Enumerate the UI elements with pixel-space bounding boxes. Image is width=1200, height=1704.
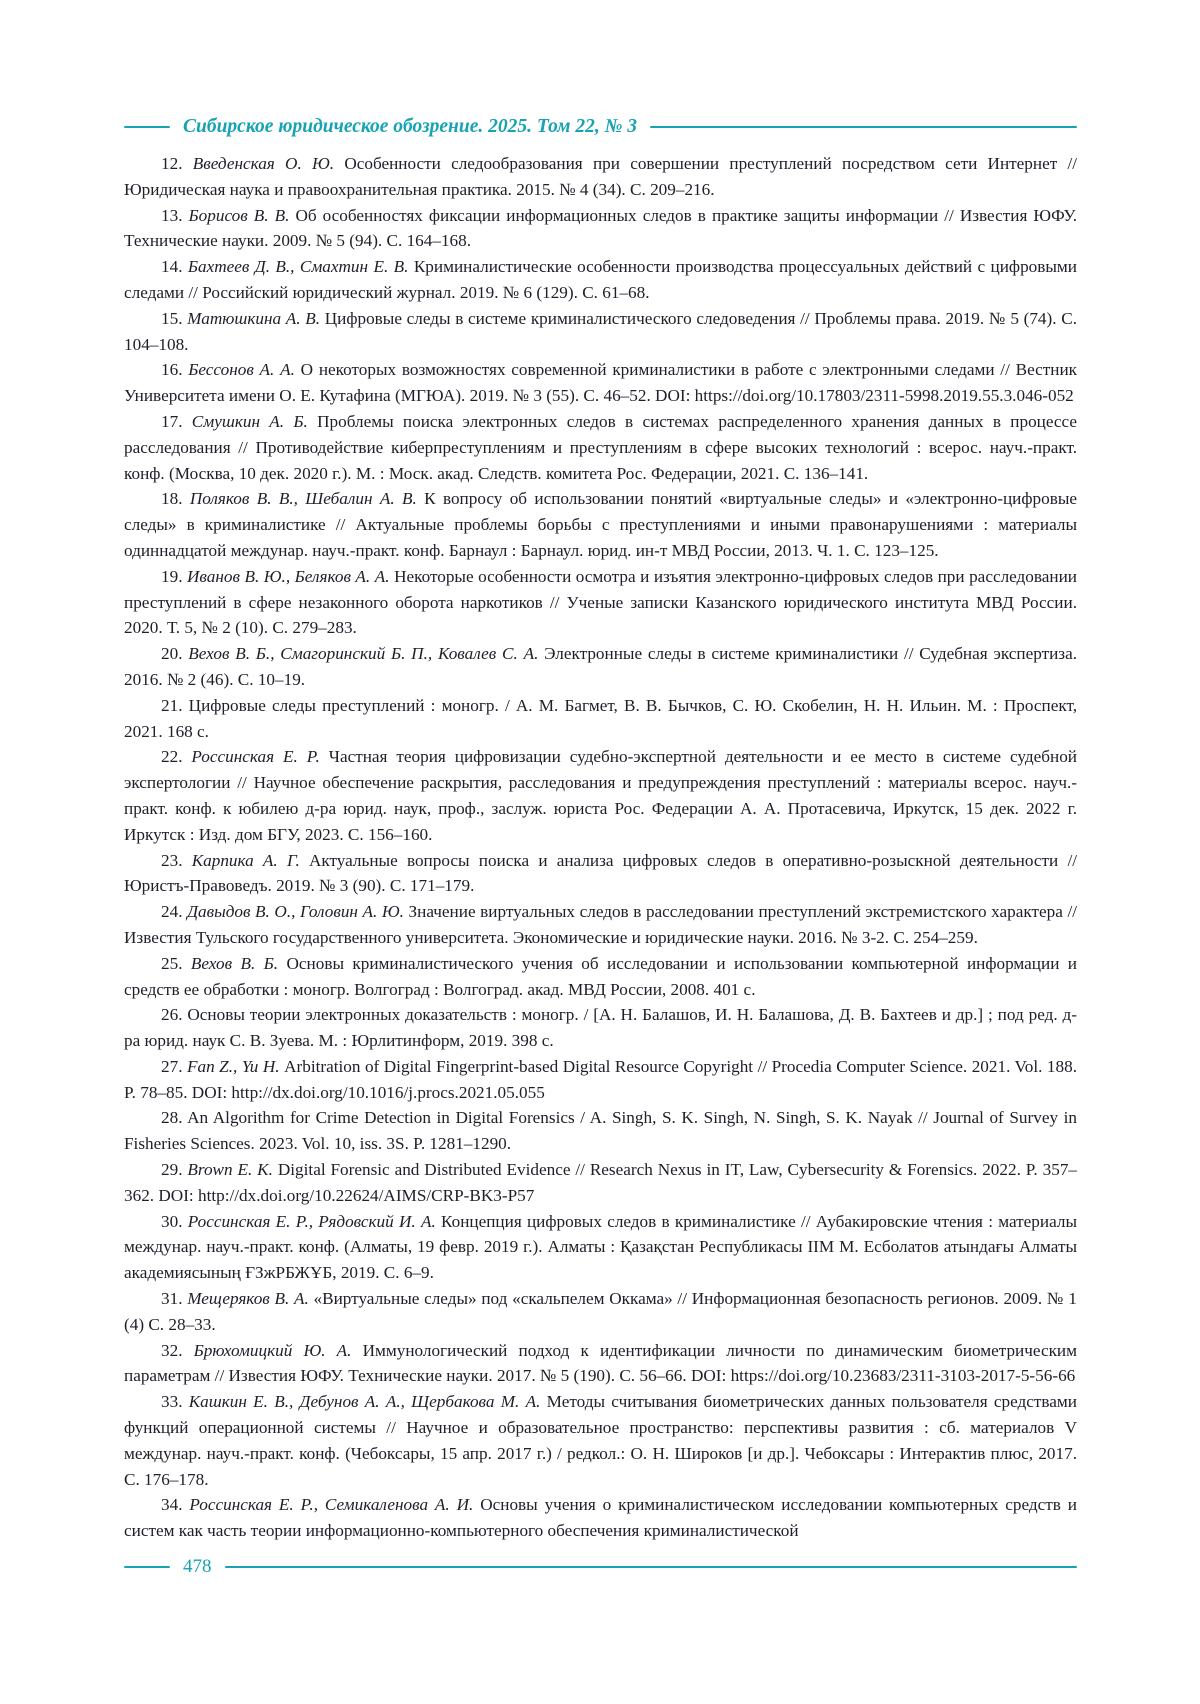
reference-number: 17. [161, 411, 192, 431]
reference-text: Концепция цифровых следов в криминалистике // Аубакировские чтения : материалы междунар. науч.-практ. конф. (Алматы, 19 февр. 2019 г.). Алматы : Қазақстан Республикасы ІІМ М. Есболатов атындағы Алматы академиясының ҒЗжРБЖҰБ, 2019. С. 6–9. [124, 1211, 1077, 1283]
reference-authors: Россинская Е. Р., Семикаленова А. И. [189, 1495, 481, 1515]
reference-item [124, 1209, 1077, 1286]
reference-number: 21. [161, 695, 189, 715]
reference-text: Основы криминалистического учения об исследовании и использовании компьютерной информации и средств ее обработки : моногр. Волгоград : Волгоград. акад. МВД России, 2008. 401 с. [124, 953, 1077, 999]
reference-text: Актуальные вопросы поиска и анализа цифровых следов в оперативно-розыскной деятельности // Юристъ-Правоведъ. 2019. № 3 (90). С. 171–179. [124, 850, 1078, 896]
reference-item [124, 848, 1077, 900]
reference-number: 27. [161, 1056, 187, 1076]
reference-number: 12. [161, 154, 193, 173]
header-rule-left [124, 126, 170, 129]
reference-number: 30. [161, 1211, 188, 1231]
reference-item [124, 564, 1077, 641]
reference-item [124, 641, 1077, 693]
reference-item [124, 1105, 1077, 1157]
page-number: 478 [183, 1556, 212, 1577]
reference-number: 31. [161, 1289, 188, 1309]
reference-authors: Fan Z., Yu H. [186, 1056, 285, 1076]
reference-authors: Матюшкина А. В. [187, 308, 325, 328]
reference-item [124, 254, 1077, 306]
references-list [124, 151, 1077, 1544]
reference-number: 28. [161, 1108, 188, 1128]
reference-text: An Algorithm for Crime Detection in Digital Forensics / A. Singh, S. K. Singh, N. Singh, S. K. Nayak // Journal of Survey in Fisheries Sciences. 2023. Vol. 10, iss. 3S. P. 1281–1290. [124, 1108, 1077, 1154]
reference-number: 22. [161, 747, 192, 767]
reference-item [124, 1054, 1077, 1106]
reference-authors: Вехов В. Б. [190, 953, 287, 973]
running-header [124, 116, 1077, 138]
reference-number: 34. [161, 1495, 190, 1515]
reference-item [124, 486, 1077, 563]
reference-authors: Россинская Е. Р., Рядовский И. А. [187, 1211, 441, 1231]
reference-authors: Борисов В. В. [188, 205, 296, 225]
reference-number: 19. [161, 566, 188, 586]
reference-number: 20. [161, 644, 189, 664]
page-footer [124, 1556, 1077, 1578]
reference-authors: Мещеряков В. А. [187, 1289, 314, 1309]
header-rule-right [650, 126, 1077, 129]
journal-title: Сибирское юридическое обозрение. 2025. Том 22, № 3 [183, 116, 638, 137]
reference-item [124, 203, 1077, 255]
reference-item [124, 1338, 1077, 1390]
reference-text: К вопросу об использовании понятий «виртуальные следы» и «электронно-цифровые следы» в криминалистике // Актуальные проблемы борьбы с преступлениями и иными правонарушениями : материалы одиннадцатой междунар. науч.-практ. конф. Барнаул : Барнаул. юрид. ин-т МВД России, 2013. Ч. 1. С. 123–125. [124, 489, 1077, 560]
reference-text: Digital Forensic and Distributed Evidence // Research Nexus in IT, Law, Cybersecurity & Forensics. 2022. P. 357–362. DOI: http://dx.doi.org/10.22624/AIMS/CRP-BK3-P57 [124, 1160, 1078, 1205]
reference-authors: Россинская Е. Р. [191, 747, 329, 767]
reference-item [124, 744, 1077, 847]
reference-number: 18. [161, 489, 190, 509]
reference-number: 24. [161, 902, 188, 922]
reference-number: 29. [161, 1160, 188, 1180]
reference-text: Особенности следообразования при совершении преступлений посредством сети Интернет // Юридическая наука и правоохранительная практика. 2015. № 4 (34). С. 209–216. [124, 154, 1078, 199]
reference-text: Основы учения о криминалистическом исследовании компьютерных средств и систем как часть теории информационно-компьютерного обеспечения криминалистической [124, 1495, 1077, 1541]
reference-item [124, 1492, 1077, 1544]
reference-text: Криминалистические особенности производства процессуальных действий с цифровыми следами // Российский юридический журнал. 2019. № 6 (129). С. 61–68. [124, 257, 1077, 302]
reference-item [124, 1389, 1077, 1492]
reference-item [124, 151, 1077, 203]
reference-text: Значение виртуальных следов в расследовании преступлений экстремистского характера // Известия Тульского государственного университета. Экономические и юридические науки. 2016. № 3-2. С. 254–259. [124, 902, 1078, 947]
reference-item [124, 693, 1077, 745]
reference-item [124, 1157, 1077, 1209]
reference-text: Цифровые следы в системе криминалистического следоведения // Проблемы права. 2019. № 5 (74). С. 104–108. [124, 308, 1077, 354]
reference-item [124, 306, 1077, 358]
reference-text: «Виртуальные следы» под «скальпелем Оккама» // Информационная безопасность регионов. 2009. № 1 (4) С. 28–33. [124, 1289, 1078, 1334]
reference-authors: Brown E. K. [187, 1160, 278, 1180]
reference-authors: Вехов В. Б., Смагоринский Б. П., Ковалев С. А. [188, 644, 545, 664]
reference-authors: Давыдов В. О., Головин А. Ю. [187, 902, 409, 922]
reference-text: Иммунологический подход к идентификации личности по динамическим биометрическим параметрам // Известия ЮФУ. Технические науки. 2017. № 5 (190). С. 56–66. DOI: https://doi.org/10.23683/2311-3103-2017-5-56-66 [124, 1340, 1077, 1386]
reference-authors: Смушкин А. Б. [191, 411, 318, 431]
reference-number: 26. [161, 1005, 188, 1025]
reference-number: 33. [161, 1392, 189, 1412]
reference-number: 23. [161, 850, 192, 870]
reference-authors: Введенская О. Ю. [192, 154, 345, 173]
reference-text: Основы теории электронных доказательств : моногр. / [А. Н. Балашов, И. Н. Балашова, Д. В. Бахтеев и др.] ; под ред. д-ра юрид. наук С. В. Зуева. М. : Юрлитинформ, 2019. 398 с. [124, 1005, 1078, 1051]
reference-authors: Поляков В. В., Шебалин А. В. [189, 489, 425, 509]
reference-text: О некоторых возможностях современной криминалистики в работе с электронными следами // Вестник Университета имени О. Е. Кутафина (МГЮА). 2019. № 3 (55). С. 46–52. DOI: https://doi.org/10.17803/2311-5998.2019.55.3.046-052 [124, 360, 1078, 406]
reference-authors: Карпика А. Г. [191, 850, 309, 870]
reference-authors: Иванов В. Ю., Беляков А. А. [187, 566, 395, 586]
reference-authors: Бахтеев Д. В., Смахтин Е. В. [187, 257, 414, 277]
reference-text: Электронные следы в системе криминалистики // Судебная экспертиза. 2016. № 2 (46). С. 10–19. [124, 644, 1077, 689]
reference-item [124, 1286, 1077, 1338]
reference-number: 14. [161, 257, 188, 277]
reference-number: 32. [161, 1340, 194, 1360]
reference-number: 25. [161, 953, 191, 973]
reference-text: Arbitration of Digital Fingerprint-based Digital Resource Copyright // Procedia Computer Science. 2021. Vol. 188. P. 78–85. DOI: http://dx.doi.org/10.1016/j.procs.2021.05.055 [124, 1056, 1077, 1102]
reference-text: Методы считывания биометрических данных пользователя средствами функций операционной системы // Научное и образовательное пространство: перспективы развития : сб. материалов V междунар. науч.-практ. конф. (Чебоксары, 15 апр. 2017 г.) / редкол.: О. Н. Широков [и др.]. Чебоксары : Интерактив плюс, 2017. С. 176–178. [124, 1392, 1077, 1489]
reference-authors: Бессонов А. А. [188, 360, 301, 380]
reference-item [124, 899, 1077, 951]
reference-text: Об особенностях фиксации информационных следов в практике защиты информации // Известия ЮФУ. Технические науки. 2009. № 5 (94). С. 164–168. [124, 205, 1077, 251]
journal-page [124, 116, 1077, 1544]
reference-number: 16. [161, 360, 189, 380]
reference-item [124, 357, 1077, 409]
footer-rule-left [124, 1566, 170, 1569]
reference-text: Частная теория цифровизации судебно-экспертной деятельности и ее место в системе судебной экспертологии // Научное обеспечение раскрытия, расследования и предупреждения преступлений : материалы всерос. науч.-практ. конф. к юбилею д-ра юрид. наук, проф., заслуж. юриста Рос. Федерации А. А. Протасевича, Иркутск, 15 дек. 2022 г. Иркутск : Изд. дом БГУ, 2023. С. 156–160. [124, 747, 1077, 844]
reference-item [124, 1002, 1077, 1054]
reference-authors: Брюхомицкий Ю. А. [193, 1340, 363, 1360]
reference-authors: Кашкин Е. В., Дебунов А. А., Щербакова М. А. [188, 1392, 547, 1412]
footer-rule-right [225, 1566, 1078, 1569]
reference-number: 13. [161, 205, 189, 225]
reference-text: Цифровые следы преступлений : моногр. / А. М. Багмет, В. В. Бычков, С. Ю. Скобелин, Н. Н. Ильин. М. : Проспект, 2021. 168 с. [124, 695, 1077, 741]
reference-item [124, 951, 1077, 1003]
reference-text: Проблемы поиска электронных следов в системах распределенного хранения данных в процессе расследования // Противодействие киберпреступлениям и преступлениям в сфере высоких технологий : всерос. науч.-практ. конф. (Москва, 10 дек. 2020 г.). М. : Моск. акад. Следств. комитета Рос. Федерации, 2021. С. 136–141. [124, 411, 1078, 483]
reference-number: 15. [161, 308, 188, 328]
reference-text: Некоторые особенности осмотра и изъятия электронно-цифровых следов при расследовании преступлений в сфере незаконного оборота наркотиков // Ученые записки Казанского юридического института МВД России. 2020. Т. 5, № 2 (10). С. 279–283. [124, 566, 1077, 638]
reference-item [124, 409, 1077, 486]
